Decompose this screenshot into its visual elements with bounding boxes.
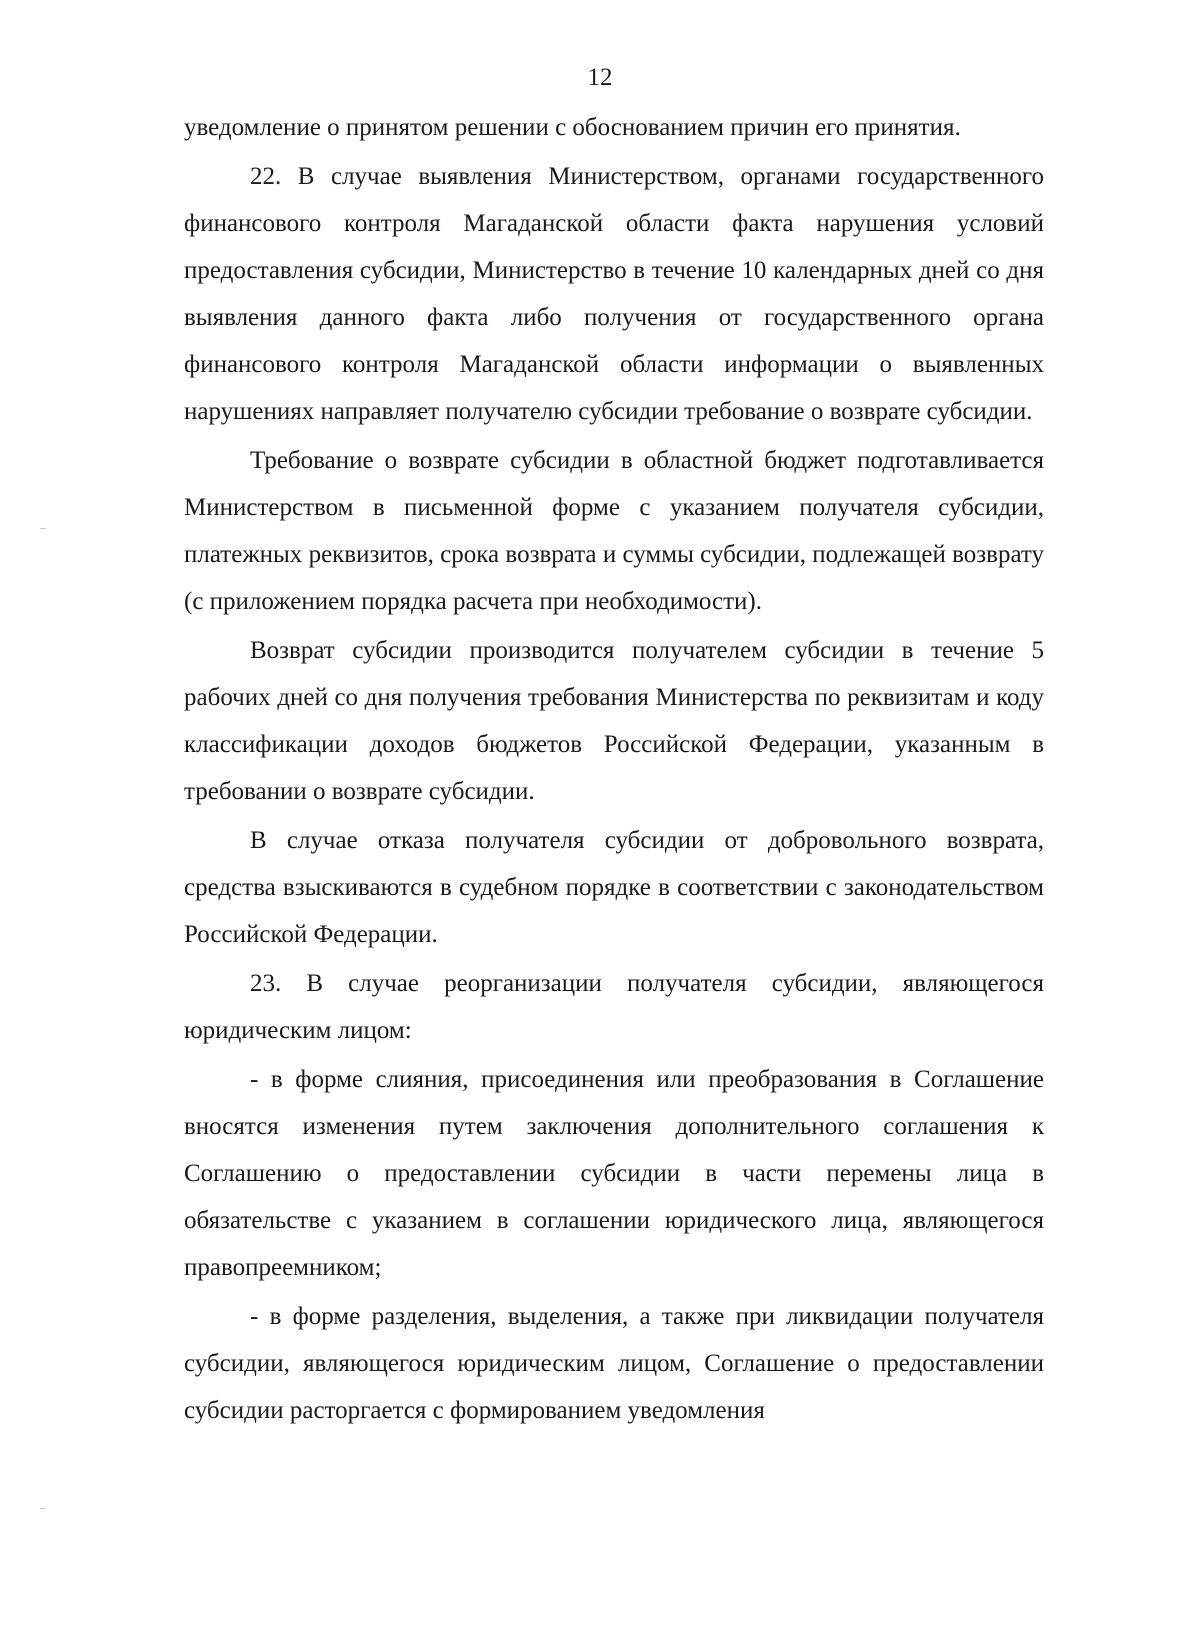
paragraph-separation-case: - в форме разделения, выделения, а также при ликвидации получателя субсидии, являющегося юридическим лицом, Соглашение о предоставлении субсидии расторгается с формированием уведомления: [184, 1303, 1044, 1424]
paragraph-return-procedure: Возврат субсидии производится получателем субсидии в течение 5 рабочих дней со дня получения требования Министерства по реквизитам и коду классификации доходов бюджетов Российской Федерации, указанным в требовании о возврате субсидии.: [184, 637, 1044, 805]
page-number: 12: [587, 64, 613, 91]
paragraph-item-23: 23. В случае реорганизации получателя субсидии, являющегося юридическим лицом:: [184, 970, 1044, 1044]
paragraph-item-22: 22. В случае выявления Министерством, органами государственного финансового контроля Магаданской области факта нарушения условий предоставления субсидии, Министерство в течение 10 календарных дней со дня выявления данного факта либо получения от государственного органа финансового контроля Магаданской области информации о выявленных нарушениях направляет получателю субсидии требование о возврате субсидии.: [184, 163, 1044, 425]
paragraph-continuation: уведомление о принятом решении с обоснованием причин его принятия.: [184, 114, 961, 141]
paragraph-refusal: В случае отказа получателя субсидии от добровольного возврата, средства взыскиваются в судебном порядке в соответствии с законодательством Российской Федерации.: [184, 827, 1044, 948]
scan-edge-mark: [40, 1508, 46, 1509]
paragraph-merger-case: - в форме слияния, присоединения или преобразования в Соглашение вносятся изменения путем заключения дополнительного соглашения к Соглашению о предоставлении субсидии в части перемены лица в обязательстве с указанием в соглашении юридического лица, являющегося правопреемником;: [184, 1066, 1044, 1281]
document-body: [184, 104, 1044, 1434]
scan-edge-mark: [40, 528, 46, 529]
paragraph-return-requirement: Требование о возврате субсидии в областной бюджет подготавливается Министерством в письменной форме с указанием получателя субсидии, платежных реквизитов, срока возврата и суммы субсидии, подлежащей возврату (с приложением порядка расчета при необходимости).: [184, 447, 1044, 615]
